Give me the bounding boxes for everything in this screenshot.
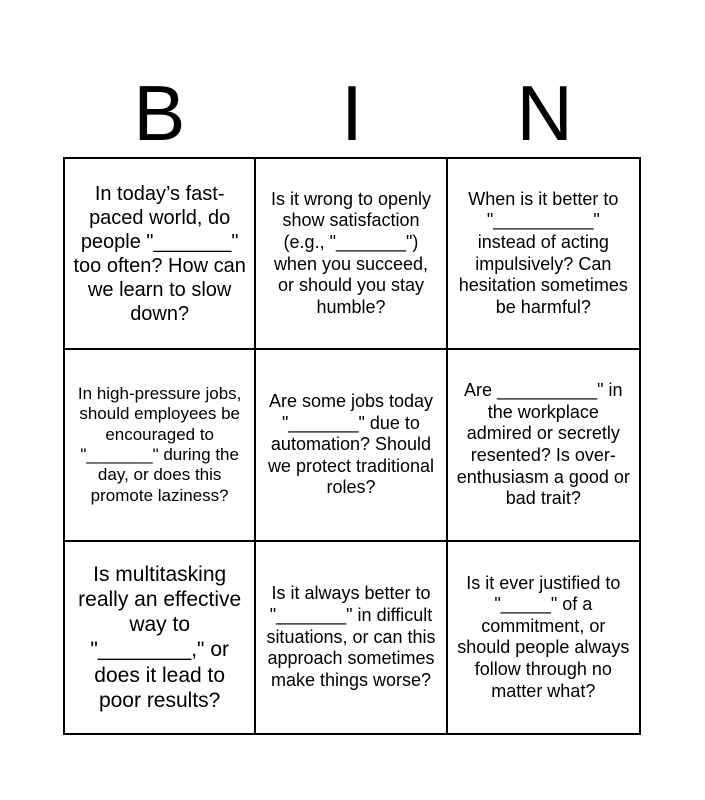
cell-text: Are __________" in the workplace admired or secretly resented? Is over-enthusiasm a good or bad trait? bbox=[456, 380, 630, 509]
bingo-board bbox=[63, 157, 641, 735]
bingo-cell-4[interactable] bbox=[65, 350, 256, 541]
cell-text: Is it ever justified to "_____" of a commitment, or should people always follow through no matter what? bbox=[457, 572, 630, 701]
bingo-cell-8[interactable] bbox=[256, 542, 447, 733]
cell-text: Is multitasking really an effective way to "________," or does it lead to poor results? bbox=[78, 562, 242, 712]
bingo-cell-1[interactable] bbox=[65, 159, 256, 350]
bingo-cell-2[interactable] bbox=[256, 159, 447, 350]
header-letter-b: B bbox=[133, 68, 186, 157]
bingo-cell-7[interactable] bbox=[65, 542, 256, 733]
bingo-cell-5[interactable] bbox=[256, 350, 447, 541]
header-letter-i: I bbox=[341, 68, 363, 157]
cell-text: When is it better to "__________" instead of acting impulsively? Can hesitation sometimes be harmful? bbox=[458, 188, 628, 317]
cell-text: Is it always better to "_______" in difficult situations, or can this approach sometimes make things worse? bbox=[266, 583, 436, 690]
header-letter-n: N bbox=[516, 68, 573, 157]
cell-text: Is it wrong to openly show satisfaction (e.g., "_______") when you succeed, or should you stay humble? bbox=[270, 188, 432, 317]
bingo-header bbox=[63, 70, 641, 155]
cell-text: In high-pressure jobs, should employees be encouraged to "_______" during the day, or does this promote laziness? bbox=[77, 383, 242, 505]
cell-text: Are some jobs today "_______" due to automation? Should we protect traditional roles? bbox=[267, 391, 435, 498]
bingo-cell-6[interactable] bbox=[448, 350, 639, 541]
bingo-cell-3[interactable] bbox=[448, 159, 639, 350]
cell-text: In today’s fast-paced world, do people "_______" too often? How can we learn to slow down? bbox=[73, 182, 246, 325]
bingo-cell-9[interactable] bbox=[448, 542, 639, 733]
